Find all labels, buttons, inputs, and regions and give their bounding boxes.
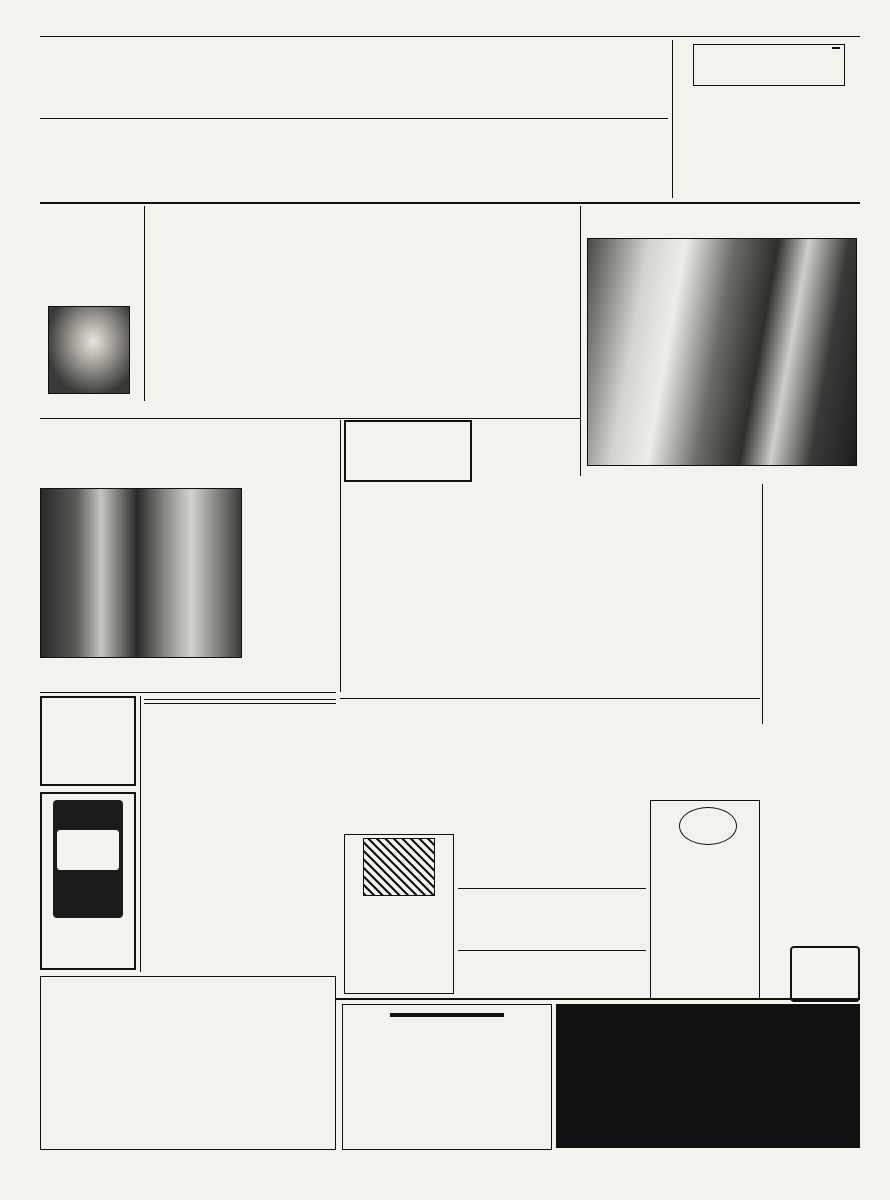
top-story-side-note (540, 144, 668, 196)
budget-article (762, 872, 860, 940)
film-article (344, 702, 644, 830)
top-story (40, 40, 668, 200)
kennedy-article (146, 310, 472, 416)
brazil-article (344, 600, 758, 710)
sepah-ad-bank-row (41, 1025, 335, 1059)
shahrha-article (40, 206, 140, 298)
masthead (678, 40, 860, 215)
portrait-caption (48, 396, 130, 410)
sepah-ad-amount-row (41, 983, 335, 1025)
competition-box (762, 726, 860, 856)
bosch-battery (363, 838, 435, 896)
afghan-body (244, 488, 336, 688)
naderi-box (40, 696, 136, 786)
sepah-notice (458, 834, 646, 888)
vita-name (655, 861, 725, 991)
jahan-oil-ad (40, 792, 136, 970)
vita-badge (679, 807, 737, 845)
arion-ad (650, 730, 760, 796)
lebanon-notice (458, 888, 646, 948)
shahbanu-caption (587, 468, 857, 482)
vita-headline (725, 845, 757, 955)
portrait-photo (48, 306, 130, 394)
family-banner (556, 1004, 860, 1148)
masthead-box-label (832, 47, 840, 49)
masthead-box (693, 44, 845, 86)
bosch-ad (344, 834, 454, 994)
deaf-athletes-body (764, 486, 860, 722)
jahan-chit-ad (342, 1004, 552, 1150)
vita-ad (650, 800, 760, 1000)
hoshang-notice (458, 950, 646, 994)
afghan-photo (40, 488, 242, 658)
bank-sepah-ad (40, 976, 336, 1150)
honeymoon-article (146, 206, 578, 310)
jahan-oil-can (53, 800, 123, 918)
jahan-chit-brand (390, 1013, 504, 1017)
jahan-blankets-logo (790, 946, 860, 1002)
shahbanu-headline (584, 206, 860, 238)
jahan-oil-brand (57, 830, 119, 870)
parking-article (344, 494, 758, 602)
notices (144, 696, 336, 972)
dateline (40, 14, 860, 32)
telegrams-box (344, 420, 472, 482)
afghan-article (40, 422, 336, 690)
honeymoon-bullets (475, 308, 578, 416)
shahbanu-photo (587, 238, 857, 466)
